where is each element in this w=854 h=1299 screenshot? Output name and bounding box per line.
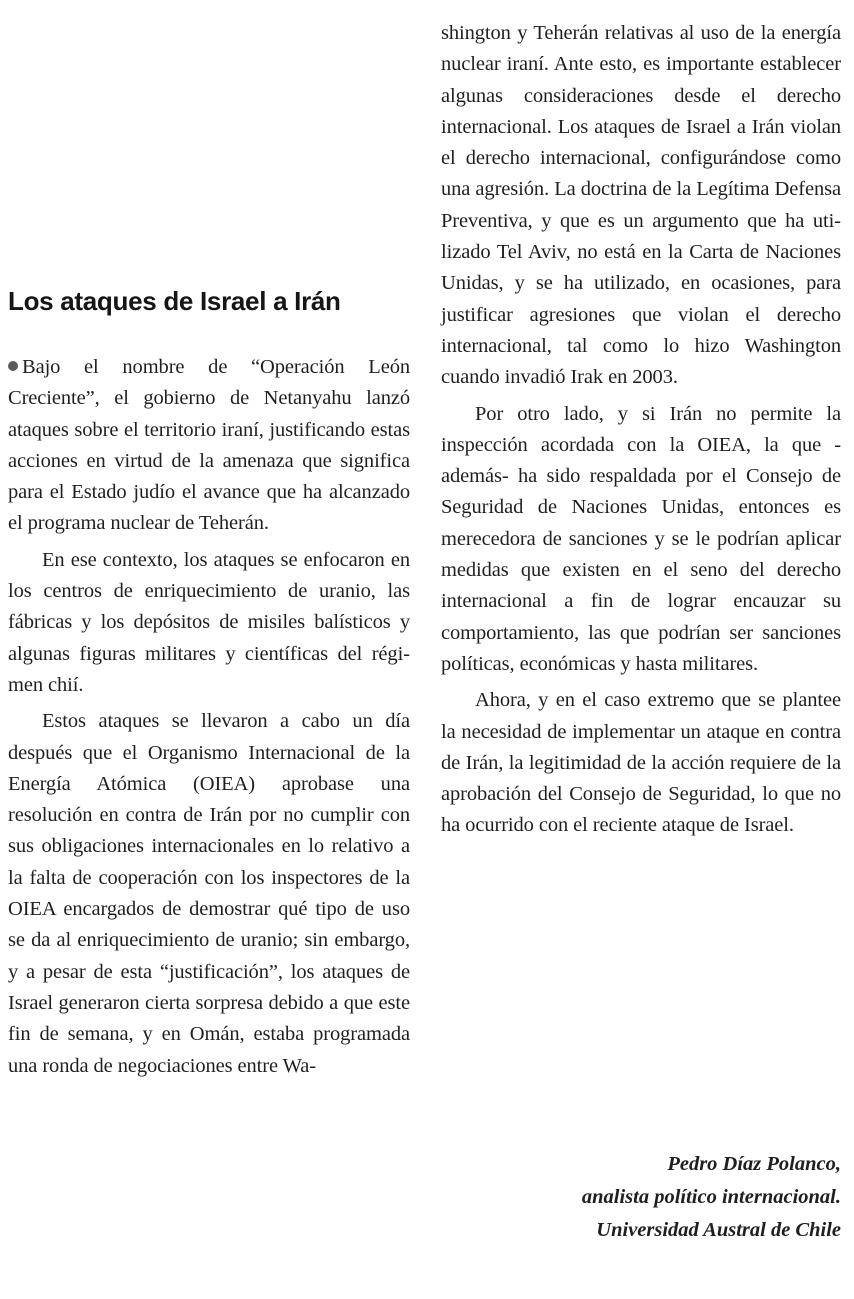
paragraph-intro-text: Bajo el nombre de “Operación León Creciente”, el gobierno de Netanyahu lanzó ataques sobre el territorio iraní, justificando estas acciones en virtud de la amenaza que significa para el Estado judío el avance que ha alcanzado el programa nuclear de Teherán. <box>8 356 410 535</box>
left-column <box>8 352 410 1082</box>
author-institution: Universidad Austral de Chile <box>596 1219 841 1241</box>
paragraph-timing: Estos ataques se llevaron a cabo un día después que el Organismo Internacional de la Energía Atómica (OIEA) aprobase una resolución en contra de Irán por no cumplir con sus obligaciones internacionales en lo relativo a la falta de cooperación con los inspectores de la OIEA encargados de demostrar qué tipo de uso se da al enriquecimiento de uranio; sin embargo, y a pesar de esta “justificación”, los ataques de Israel generaron cierta sorpresa debido a que este fin de semana, y en Omán, estaba programada una ronda de negociaciones entre Wa- <box>8 710 410 1077</box>
paragraph-intro <box>8 352 410 540</box>
paragraph-legitimacy: Ahora, y en el caso extremo que se plantee la necesidad de implementar un ataque en contra de Irán, la legitimidad de la acción requiere de la aprobación del Consejo de Seguridad, lo que no ha ocurrido con el reciente ataque de Israel. <box>441 689 841 837</box>
paragraph-law: shington y Teherán relativas al uso de la energía nuclear iraní. Ante esto, es importante establecer algunas consideraciones desde el derecho internacional. Los ataques de Israel a Irán violan el derecho internacional, configurándose como una agresión. La doctrina de la Legítima Defensa Preventiva, y que es un argumento que ha utilizado Tel Aviv, no está en la Carta de Naciones Unidas, y se ha utilizado, en ocasiones, para justificar agresiones que violan el derecho internacional, tal como lo hizo Washington cuando invadió Irak en 2003. <box>441 22 841 389</box>
author-role: analista político internacional. <box>581 1186 841 1208</box>
author-signature <box>441 1148 841 1247</box>
bullet-icon <box>8 361 18 371</box>
right-column <box>441 18 841 842</box>
author-name: Pedro Díaz Polanco, <box>667 1153 841 1175</box>
paragraph-context: En ese contexto, los ataques se enfocaron en los centros de enriquecimiento de uranio, las fábricas y los depósitos de misiles balísticos y algunas figuras militares y científicas del régimen chií. <box>8 548 410 696</box>
paragraph-sanctions: Por otro lado, y si Irán no permite la inspección acordada con la OIEA, la que -además- ha sido respaldada por el Consejo de Seguridad de Naciones Unidas, entonces es merecedora de sanciones y se le podrían aplicar medidas que existen en el seno del derecho internacional a fin de lograr encauzar su comportamiento, las que podrían ser sanciones políticas, económicas y hasta militares. <box>441 402 841 675</box>
headline: Los ataques de Israel a Irán <box>8 286 341 316</box>
